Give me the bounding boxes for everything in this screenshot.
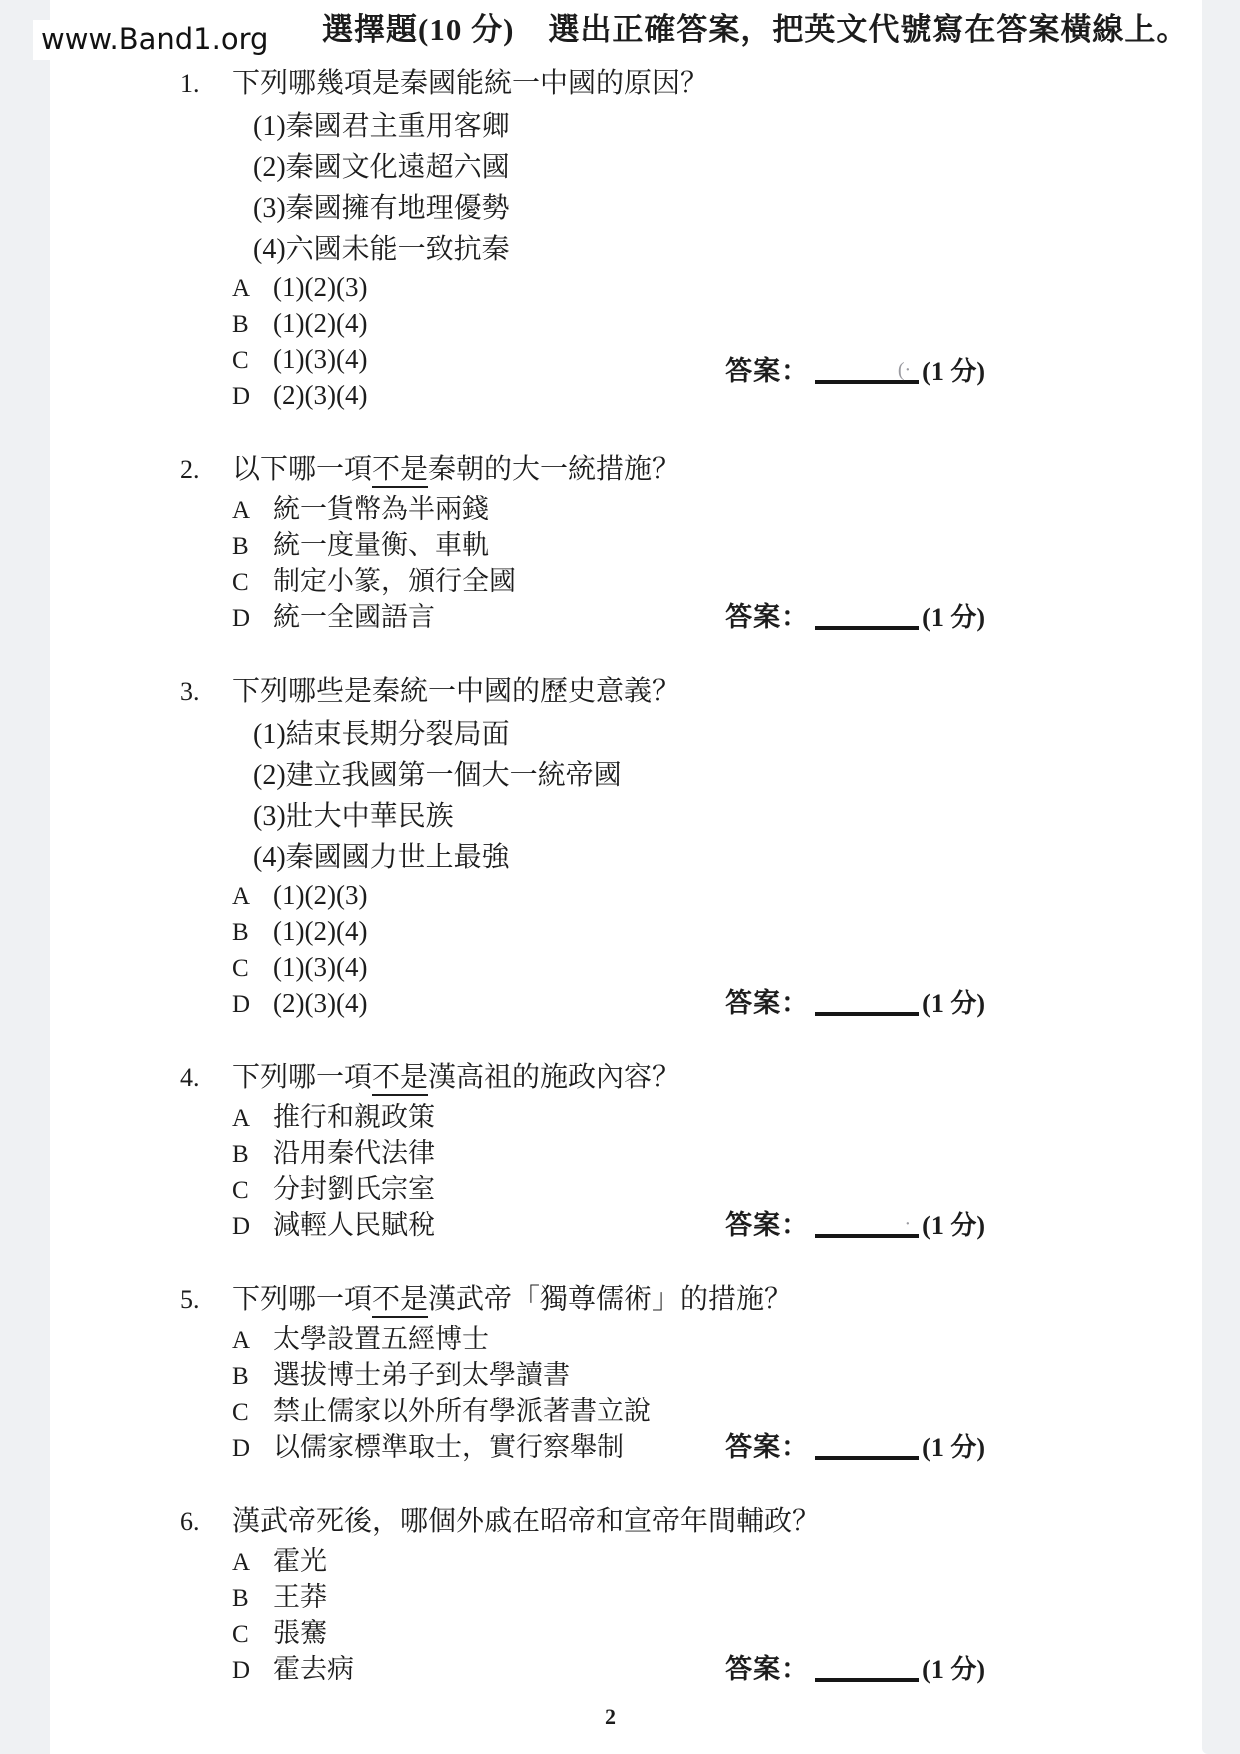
option-b [180,914,985,950]
answer-label: 答案： [725,988,810,1018]
option-text: (1)(3)(4) [273,952,368,982]
option-a [180,1322,985,1358]
option-text: (1)(2)(3) [273,272,368,302]
answer-label: 答案： [725,1432,810,1462]
option-letter: C [232,1399,249,1426]
section-instruction: 選出正確答案，把英文代號寫在答案橫線上。 [548,12,1189,47]
answer-field-2 [725,595,985,634]
question-4-row [180,1056,985,1100]
question-2-row [180,448,985,492]
option-text: 制定小篆，頒行全國 [273,566,516,596]
pencil-mark: (· [897,359,912,381]
question-text-underlined: 不是 [372,1062,428,1096]
option-letter: C [232,1621,249,1648]
option-letter: C [232,1177,249,1204]
option-text: 太學設置五經博士 [273,1324,489,1354]
question-text: 以下哪一項 [232,454,373,485]
subitem-1: (1)結束長期分裂局面 [253,719,510,750]
option-text: 王莽 [273,1582,327,1612]
question-text-post: 漢武帝「獨尊儒術」的措施？ [428,1284,793,1315]
option-text: (1)(2)(4) [273,308,368,338]
option-text: (2)(3)(4) [273,380,368,410]
question-text-underlined: 不是 [372,454,428,488]
question-5 [180,1278,985,1466]
question-text: 下列哪幾項是秦國能統一中國的原因？ [232,68,709,99]
answer-label: 答案： [725,1210,810,1240]
answer-label: 答案： [725,602,810,632]
question-1-row [180,62,985,106]
answer-blank [815,600,919,630]
answer-field-4 [725,1203,985,1242]
subitem-4: (4)秦國國力世上最強 [253,842,510,873]
option-letter: A [232,1327,251,1354]
watermark: www.Band1.org [33,20,282,60]
answer-field-5 [725,1425,985,1464]
question-5-row [180,1278,985,1322]
option-letter: A [232,1549,251,1576]
scan-right-margin [1202,0,1240,1754]
answer-blank [815,1652,919,1682]
option-b [180,528,985,564]
option-letter: D [232,1435,251,1462]
option-letter: A [232,275,251,302]
question-4 [180,1056,985,1244]
answer-blank [815,354,919,384]
option-text: (1)(2)(4) [273,916,368,946]
question-number: 3. [180,677,200,706]
option-text: (2)(3)(4) [273,988,368,1018]
answer-blank [815,986,919,1016]
option-text: 分封劉氏宗室 [273,1174,435,1204]
question-1 [180,62,985,414]
question-text: 下列哪一項 [232,1284,373,1315]
question-text-post: 漢高祖的施政內容？ [428,1062,681,1093]
option-text: 減輕人民賦稅 [273,1210,435,1240]
answer-field-6 [725,1647,985,1686]
option-text: 統一度量衡、車軌 [273,530,489,560]
question-number: 5. [180,1285,200,1314]
question-2 [180,448,985,636]
subitem-3: (3)秦國擁有地理優勢 [253,193,510,224]
option-letter: A [232,1105,251,1132]
option-letter: C [232,569,249,596]
option-a [180,1544,985,1580]
option-text: 推行和親政策 [273,1102,435,1132]
option-text: 沿用秦代法律 [273,1138,435,1168]
answer-points: (1 分) [922,1211,985,1240]
option-b [180,1358,985,1394]
section-title: 選擇題(10 分) [322,12,515,47]
question-6-row [180,1500,985,1544]
answer-points: (1 分) [922,603,985,632]
option-a [180,270,985,306]
question-text-underlined: 不是 [372,1284,428,1318]
option-letter: D [232,383,251,410]
option-letter: D [232,1213,251,1240]
option-letter: A [232,883,251,910]
option-b [180,306,985,342]
question-text: 漢武帝死後，哪個外戚在昭帝和宣帝年間輔政？ [232,1506,821,1537]
question-text-post: 秦朝的大一統措施？ [428,454,681,485]
answer-field-3 [725,981,985,1020]
option-letter: B [232,919,249,946]
question-number: 6. [180,1507,200,1536]
page-number: 2 [605,1704,616,1729]
question-3 [180,670,985,1022]
subitem-2: (2)秦國文化遠超六國 [253,152,510,183]
option-text: 霍光 [273,1546,327,1576]
answer-field-1 [725,349,985,388]
question-number: 1. [180,69,200,98]
question-number: 2. [180,455,200,484]
option-letter: B [232,311,249,338]
answer-points: (1 分) [922,989,985,1018]
option-text: 霍去病 [273,1654,354,1684]
answer-blank [815,1430,919,1460]
option-letter: D [232,991,251,1018]
option-letter: D [232,605,251,632]
option-letter: A [232,497,251,524]
option-text: 統一全國語言 [273,602,435,632]
question-list [180,46,985,1688]
question-text: 下列哪些是秦統一中國的歷史意義？ [232,676,681,707]
answer-points: (1 分) [922,357,985,386]
option-text: 以儒家標準取士，實行察舉制 [273,1432,624,1462]
option-b [180,1136,985,1172]
option-b [180,1580,985,1616]
option-a [180,1100,985,1136]
option-letter: B [232,533,249,560]
answer-label: 答案： [725,356,810,386]
option-text: (1)(3)(4) [273,344,368,374]
answer-label: 答案： [725,1654,810,1684]
option-letter: B [232,1363,249,1390]
answer-points: (1 分) [922,1433,985,1462]
option-text: 選拔博士弟子到太學讀書 [273,1360,570,1390]
option-letter: B [232,1141,249,1168]
option-letter: C [232,955,249,982]
pencil-mark: · [904,1213,912,1235]
answer-blank [815,1208,919,1238]
section-header [322,4,1188,49]
subitem-3: (3)壯大中華民族 [253,801,454,832]
option-text: 禁止儒家以外所有學派著書立說 [273,1396,651,1426]
question-3-row [180,670,985,714]
subitem-2: (2)建立我國第一個大一統帝國 [253,760,622,791]
option-letter: D [232,1657,251,1684]
option-letter: B [232,1585,249,1612]
option-a [180,878,985,914]
option-letter: C [232,347,249,374]
scan-left-margin [0,0,50,1754]
subitem-4: (4)六國未能一致抗秦 [253,234,510,265]
subitem-1: (1)秦國君主重用客卿 [253,111,510,142]
question-number: 4. [180,1063,200,1092]
question-6 [180,1500,985,1688]
option-text: (1)(2)(3) [273,880,368,910]
option-text: 統一貨幣為半兩錢 [273,494,489,524]
option-a [180,492,985,528]
option-text: 張騫 [273,1618,327,1648]
answer-points: (1 分) [922,1655,985,1684]
question-text: 下列哪一項 [232,1062,373,1093]
